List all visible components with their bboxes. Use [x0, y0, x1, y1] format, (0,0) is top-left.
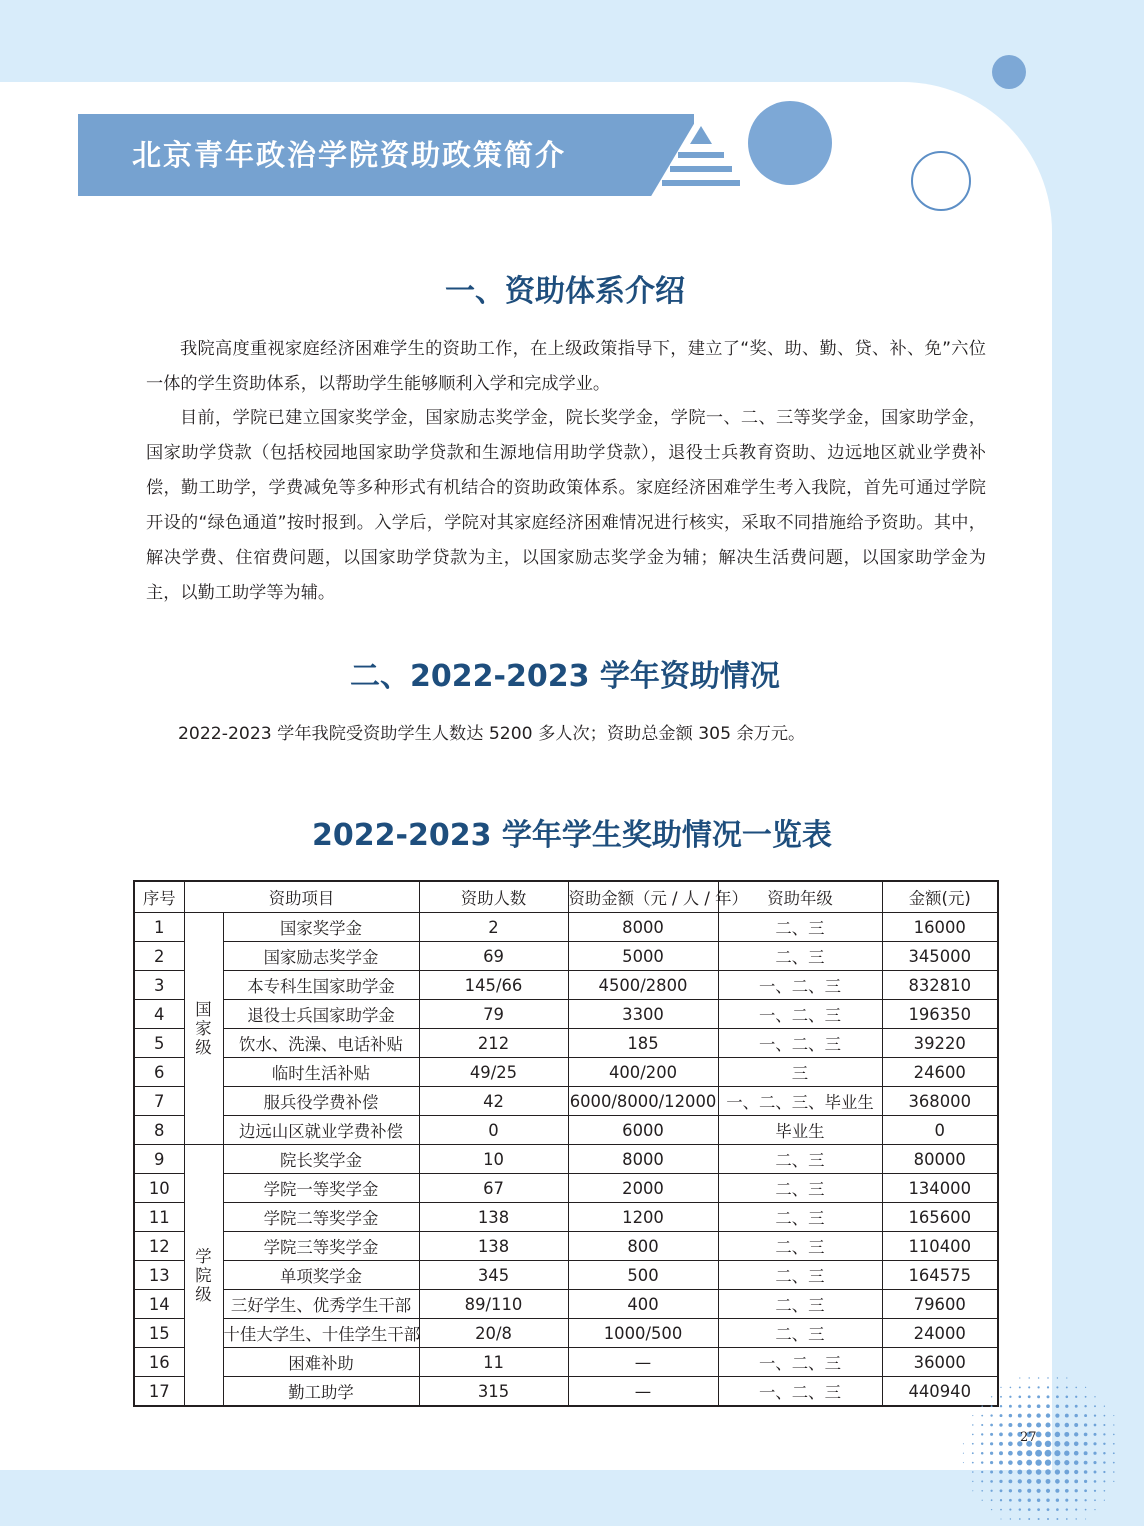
- page-number: 27: [1020, 1430, 1037, 1445]
- row-number-cell: 4: [134, 1000, 184, 1029]
- table-row: [134, 1290, 998, 1319]
- paragraph-intro: 我院高度重视家庭经济困难学生的资助工作，在上级政策指导下，建立了“奖、助、勤、贷、补、免”六位一体的学生资助体系，以帮助学生能够顺利入学和完成学业。: [146, 339, 986, 394]
- total-amount-cell: 196350: [882, 1000, 998, 1029]
- total-amount-cell: 80000: [882, 1145, 998, 1174]
- total-amount-cell: 134000: [882, 1174, 998, 1203]
- total-amount-cell: 440940: [882, 1377, 998, 1407]
- row-number-cell: 5: [134, 1029, 184, 1058]
- total-amount-cell: 368000: [882, 1087, 998, 1116]
- group-label-char: 级: [195, 1038, 212, 1057]
- grade-cell: 三: [718, 1058, 882, 1087]
- page-title: 北京青年政治学院资助政策简介: [132, 138, 567, 172]
- grade-cell: 二、三: [718, 1145, 882, 1174]
- grade-cell: 一、二、三: [718, 1029, 882, 1058]
- amount-per-person-cell: —: [568, 1348, 718, 1377]
- table-row: [134, 1029, 998, 1058]
- table-row: [134, 942, 998, 971]
- amount-per-person-cell: 2000: [568, 1174, 718, 1203]
- table-title: 2022-2023 学年学生奖助情况一览表: [312, 818, 832, 853]
- row-number-cell: 11: [134, 1203, 184, 1232]
- aid-item-cell: 学院三等奖学金: [223, 1232, 419, 1261]
- table-row: [134, 1087, 998, 1116]
- grade-cell: 一、二、三: [718, 1377, 882, 1407]
- table-row: [134, 1377, 998, 1407]
- pyramid-icon: [648, 110, 754, 200]
- recipient-count-cell: 2: [419, 913, 568, 942]
- table-row: [134, 1116, 998, 1145]
- grade-cell: 二、三: [718, 1261, 882, 1290]
- aid-item-cell: 国家励志奖学金: [223, 942, 419, 971]
- paragraph-policy: 目前，学院已建立国家奖学金，国家励志奖学金，院长奖学金，学院一、二、三等奖学金，国家助学金，国家助学贷款（包括校园地国家助学贷款和生源地信用助学贷款），退役士兵教育资助、边远地区就业学费补偿，勤工助学，学费减免等多种形式有机结合的资助政策体系。家庭经济困难学生考入我院，首先可通过学院开设的“绿色通道”按时报到。入学后，学院对其家庭经济困难情况进行核实，采取不同措施给予资助。其中，解决学费、住宿费问题，以国家助学贷款为主，以国家励志奖学金为辅；解决生活费问题，以国家助学金为主，以勤工助学等为辅。: [146, 408, 986, 603]
- table-row: [134, 1145, 998, 1174]
- recipient-count-cell: 315: [419, 1377, 568, 1407]
- group-label-college: [184, 1145, 223, 1407]
- recipient-count-cell: 89/110: [419, 1290, 568, 1319]
- recipient-count-cell: 212: [419, 1029, 568, 1058]
- aid-item-cell: 院长奖学金: [223, 1145, 419, 1174]
- recipient-count-cell: 345: [419, 1261, 568, 1290]
- table-row: [134, 1232, 998, 1261]
- row-number-cell: 17: [134, 1377, 184, 1407]
- recipient-count-cell: 67: [419, 1174, 568, 1203]
- group-label-char: 级: [195, 1284, 212, 1304]
- recipient-count-cell: 42: [419, 1087, 568, 1116]
- header-cell: 资助项目: [184, 881, 419, 913]
- amount-per-person-cell: 8000: [568, 913, 718, 942]
- amount-per-person-cell: 4500/2800: [568, 971, 718, 1000]
- total-amount-cell: 345000: [882, 942, 998, 971]
- row-number-cell: 16: [134, 1348, 184, 1377]
- row-number-cell: 13: [134, 1261, 184, 1290]
- aid-item-cell: 单项奖学金: [223, 1261, 419, 1290]
- halftone-pattern: [948, 1372, 1118, 1526]
- amount-per-person-cell: 3300: [568, 1000, 718, 1029]
- amount-per-person-cell: 5000: [568, 942, 718, 971]
- recipient-count-cell: 10: [419, 1145, 568, 1174]
- group-label-char: 学: [195, 1246, 212, 1266]
- recipient-count-cell: 138: [419, 1232, 568, 1261]
- row-number-cell: 3: [134, 971, 184, 1000]
- grade-cell: 一、二、三: [718, 1348, 882, 1377]
- total-amount-cell: 16000: [882, 913, 998, 942]
- aid-item-cell: 学院二等奖学金: [223, 1203, 419, 1232]
- recipient-count-cell: 79: [419, 1000, 568, 1029]
- table-row: [134, 971, 998, 1000]
- grade-cell: 毕业生: [718, 1116, 882, 1145]
- total-amount-cell: 164575: [882, 1261, 998, 1290]
- aid-item-cell: 饮水、洗澡、电话补贴: [223, 1029, 419, 1058]
- row-number-cell: 12: [134, 1232, 184, 1261]
- total-amount-cell: 24600: [882, 1058, 998, 1087]
- aid-item-cell: 三好学生、优秀学生干部: [223, 1290, 419, 1319]
- table-row: [134, 1348, 998, 1377]
- total-amount-cell: 36000: [882, 1348, 998, 1377]
- amount-per-person-cell: 500: [568, 1261, 718, 1290]
- aid-item-cell: 学院一等奖学金: [223, 1174, 419, 1203]
- grade-cell: 二、三: [718, 1319, 882, 1348]
- group-label-char: 家: [195, 1019, 212, 1038]
- table-row: [134, 1174, 998, 1203]
- aid-table: [133, 880, 999, 1407]
- aid-item-cell: 服兵役学费补偿: [223, 1087, 419, 1116]
- row-number-cell: 2: [134, 942, 184, 971]
- group-label-char: 国: [195, 1000, 212, 1019]
- table-row: [134, 1203, 998, 1232]
- row-number-cell: 6: [134, 1058, 184, 1087]
- recipient-count-cell: 49/25: [419, 1058, 568, 1087]
- section-heading-2: 二、2022-2023 学年资助情况: [350, 659, 780, 694]
- aid-item-cell: 本专科生国家助学金: [223, 971, 419, 1000]
- grade-cell: 二、三: [718, 942, 882, 971]
- total-amount-cell: 110400: [882, 1232, 998, 1261]
- row-number-cell: 9: [134, 1145, 184, 1174]
- header-cell: 资助金额（元 / 人 / 年）: [568, 881, 718, 913]
- recipient-count-cell: 20/8: [419, 1319, 568, 1348]
- grade-cell: 二、三: [718, 913, 882, 942]
- header-cell: 序号: [134, 881, 184, 913]
- funding-summary: 2022-2023 学年我院受资助学生人数达 5200 多人次；资助总金额 305 余万元。: [178, 724, 806, 744]
- total-amount-cell: 79600: [882, 1290, 998, 1319]
- amount-per-person-cell: 6000/8000/12000: [568, 1087, 718, 1116]
- group-label-char: 院: [195, 1265, 212, 1285]
- amount-per-person-cell: 800: [568, 1232, 718, 1261]
- decorative-circle: [748, 101, 832, 185]
- table-row: [134, 1261, 998, 1290]
- aid-item-cell: 勤工助学: [223, 1377, 419, 1407]
- group-label-national: [184, 913, 223, 1145]
- amount-per-person-cell: 1200: [568, 1203, 718, 1232]
- aid-item-cell: 国家奖学金: [223, 913, 419, 942]
- decorative-dot: [992, 55, 1026, 89]
- aid-item-cell: 十佳大学生、十佳学生干部: [223, 1319, 419, 1348]
- total-amount-cell: 0: [882, 1116, 998, 1145]
- grade-cell: 二、三: [718, 1232, 882, 1261]
- recipient-count-cell: 0: [419, 1116, 568, 1145]
- section-heading-1: 一、资助体系介绍: [445, 274, 685, 309]
- decorative-ring: [911, 151, 971, 211]
- row-number-cell: 10: [134, 1174, 184, 1203]
- aid-item-cell: 困难补助: [223, 1348, 419, 1377]
- row-number-cell: 14: [134, 1290, 184, 1319]
- grade-cell: 一、二、三、毕业生: [718, 1087, 882, 1116]
- table-header-row: [134, 881, 998, 913]
- total-amount-cell: 165600: [882, 1203, 998, 1232]
- table-row: [134, 1058, 998, 1087]
- grade-cell: 二、三: [718, 1203, 882, 1232]
- amount-per-person-cell: 6000: [568, 1116, 718, 1145]
- amount-per-person-cell: 185: [568, 1029, 718, 1058]
- aid-item-cell: 临时生活补贴: [223, 1058, 419, 1087]
- amount-per-person-cell: 1000/500: [568, 1319, 718, 1348]
- row-number-cell: 7: [134, 1087, 184, 1116]
- grade-cell: 二、三: [718, 1174, 882, 1203]
- total-amount-cell: 39220: [882, 1029, 998, 1058]
- table-row: [134, 1000, 998, 1029]
- grade-cell: 二、三: [718, 1290, 882, 1319]
- row-number-cell: 15: [134, 1319, 184, 1348]
- header-cell: 资助人数: [419, 881, 568, 913]
- total-amount-cell: 24000: [882, 1319, 998, 1348]
- recipient-count-cell: 145/66: [419, 971, 568, 1000]
- aid-item-cell: 退役士兵国家助学金: [223, 1000, 419, 1029]
- row-number-cell: 8: [134, 1116, 184, 1145]
- header-cell: 金额(元): [882, 881, 998, 913]
- table-row: [134, 1319, 998, 1348]
- aid-item-cell: 边远山区就业学费补偿: [223, 1116, 419, 1145]
- recipient-count-cell: 11: [419, 1348, 568, 1377]
- table-row: [134, 913, 998, 942]
- total-amount-cell: 832810: [882, 971, 998, 1000]
- amount-per-person-cell: —: [568, 1377, 718, 1407]
- grade-cell: 一、二、三: [718, 1000, 882, 1029]
- grade-cell: 一、二、三: [718, 971, 882, 1000]
- amount-per-person-cell: 400/200: [568, 1058, 718, 1087]
- amount-per-person-cell: 8000: [568, 1145, 718, 1174]
- header-cell: 资助年级: [718, 881, 882, 913]
- amount-per-person-cell: 400: [568, 1290, 718, 1319]
- recipient-count-cell: 138: [419, 1203, 568, 1232]
- row-number-cell: 1: [134, 913, 184, 942]
- recipient-count-cell: 69: [419, 942, 568, 971]
